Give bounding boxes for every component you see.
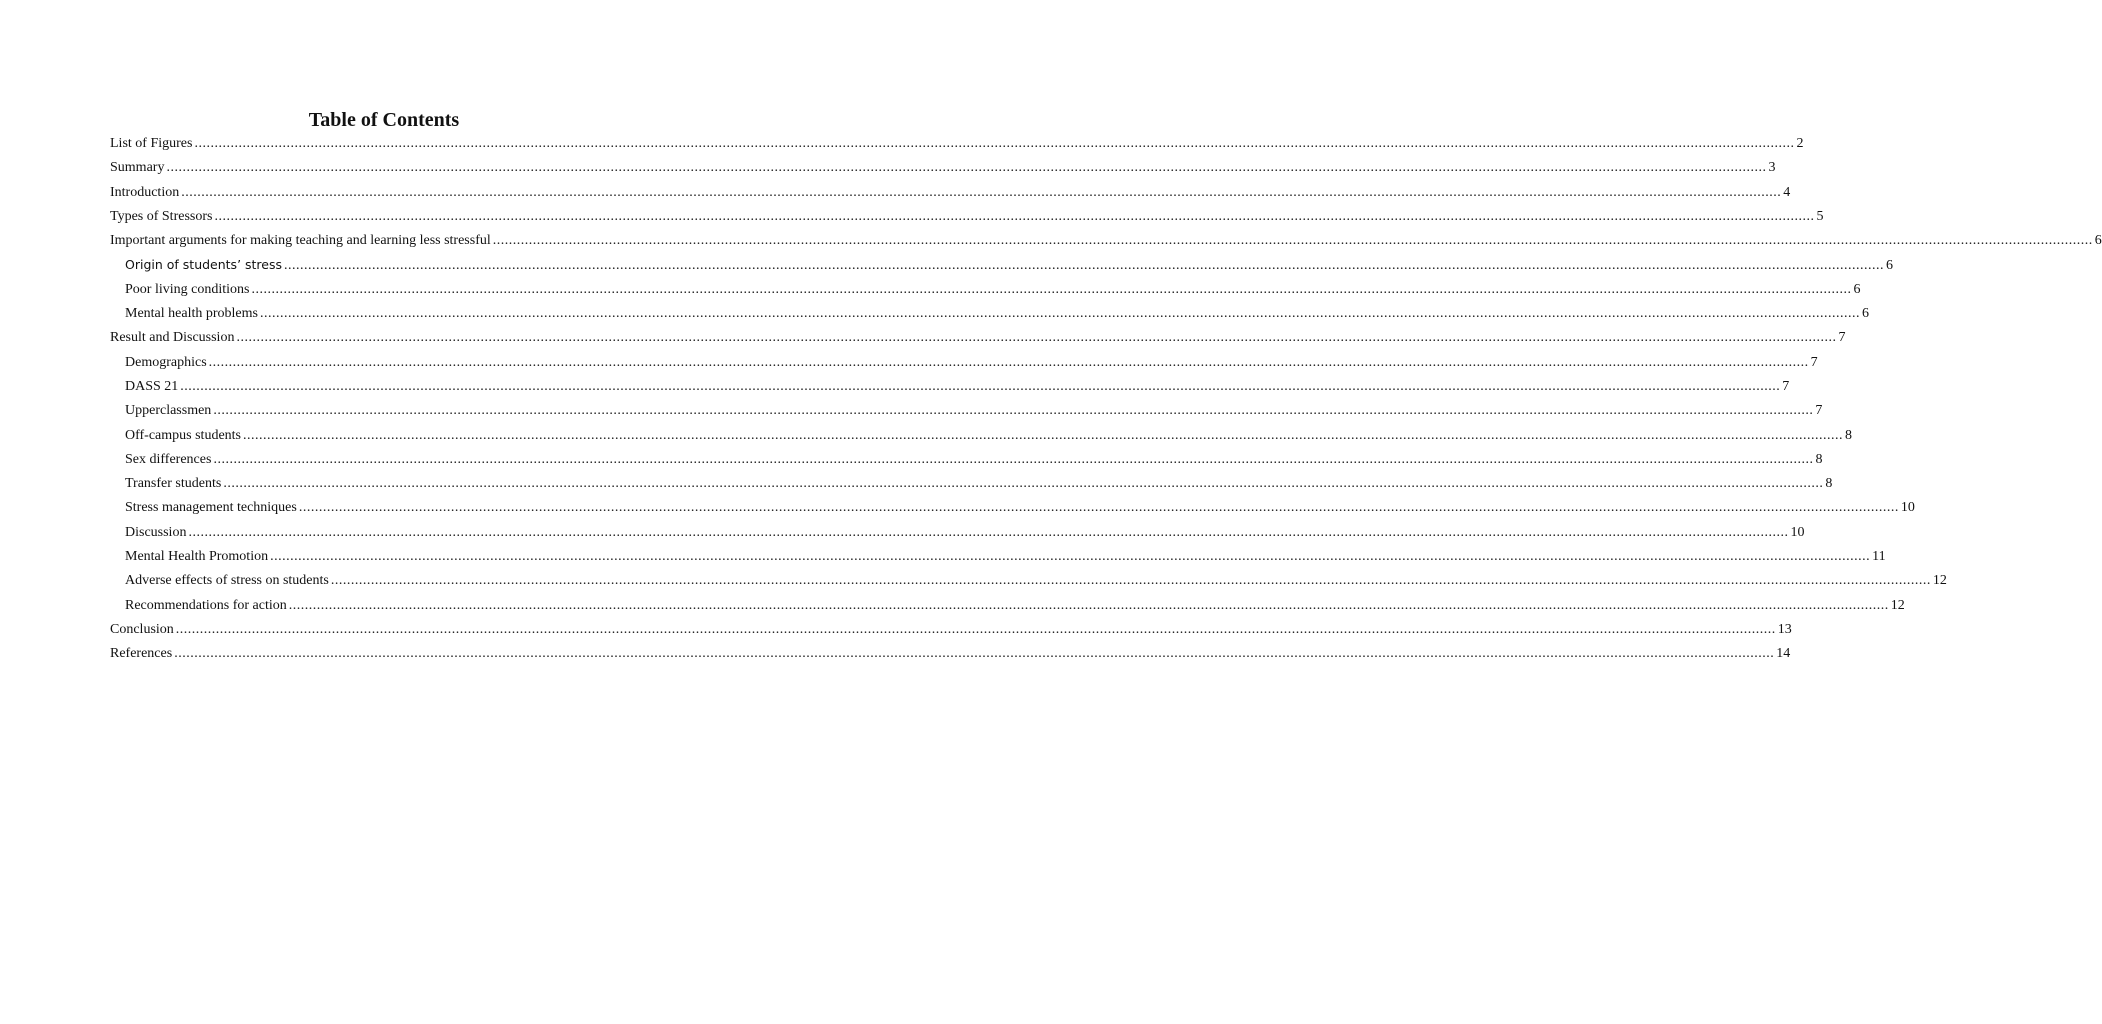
dot-leader: ................................................................................................................................................................................................................................................................................................................................................................................................................ <box>166 160 1767 176</box>
toc-entry-label: Poor living conditions <box>125 281 250 297</box>
toc-entry-page-number: 8 <box>1845 427 1852 443</box>
toc-entry[interactable] <box>110 278 1861 302</box>
toc-entry-page-number: 12 <box>1932 573 1947 589</box>
dot-leader: ................................................................................................................................................................................................................................................................................................................................................................................................................ <box>236 330 1837 346</box>
toc-entry-label: Adverse effects of stress on students <box>125 573 329 589</box>
dot-leader: ................................................................................................................................................................................................................................................................................................................................................................................................................ <box>298 500 1899 516</box>
toc-entry-page-number: 12 <box>1890 597 1905 613</box>
toc-entry-page-number: 10 <box>1900 500 1915 516</box>
dot-leader: ................................................................................................................................................................................................................................................................................................................................................................................................................ <box>243 427 1843 443</box>
dot-leader: ................................................................................................................................................................................................................................................................................................................................................................................................................ <box>270 549 1871 565</box>
toc-entry[interactable] <box>110 399 1823 423</box>
dot-leader: ................................................................................................................................................................................................................................................................................................................................................................................................................ <box>330 573 1931 589</box>
toc-entry[interactable] <box>110 569 1947 593</box>
toc-entry[interactable] <box>110 181 1791 205</box>
toc-entry-label: Stress management techniques <box>125 500 297 516</box>
dot-leader: ................................................................................................................................................................................................................................................................................................................................................................................................................ <box>188 524 1789 540</box>
toc-entry-page-number: 3 <box>1768 160 1776 176</box>
toc-entry-page-number: 7 <box>1810 354 1818 370</box>
toc-entry-label: Important arguments for making teaching and learning less stressful <box>110 233 491 249</box>
dot-leader: ................................................................................................................................................................................................................................................................................................................................................................................................................ <box>208 354 1809 370</box>
dot-leader: ................................................................................................................................................................................................................................................................................................................................................................................................................ <box>194 136 1795 151</box>
toc-entry-label: Introduction <box>110 184 180 200</box>
toc-entry-page-number: 2 <box>1796 136 1804 151</box>
toc-entry-page-number: 6 <box>1861 306 1869 322</box>
toc-list <box>110 132 2102 667</box>
toc-entry-page-number: 10 <box>1790 524 1805 540</box>
toc-entry-label: Transfer students <box>125 476 222 492</box>
toc-entry-page-number: 7 <box>1815 403 1823 419</box>
toc-entry[interactable] <box>110 472 1833 496</box>
dot-leader: ................................................................................................................................................................................................................................................................................................................................................................................................................ <box>284 258 1885 274</box>
toc-entry[interactable] <box>110 375 1790 399</box>
toc-entry-page-number: 5 <box>1816 208 1824 224</box>
toc-entry[interactable] <box>110 132 1804 156</box>
dot-leader: ................................................................................................................................................................................................................................................................................................................................................................................................................ <box>174 646 1775 662</box>
toc-entry[interactable] <box>110 545 1886 569</box>
toc-entry-label: Upperclassmen <box>125 403 212 419</box>
toc-entry-label: Types of Stressors <box>110 208 213 224</box>
dot-leader: ................................................................................................................................................................................................................................................................................................................................................................................................................ <box>180 378 1781 394</box>
toc-entry[interactable] <box>110 156 1776 180</box>
toc-entry-label: Mental health problems <box>125 306 258 322</box>
toc-entry[interactable] <box>110 424 1852 448</box>
toc-entry-label: Origin of students’ stress <box>125 257 283 273</box>
toc-entry-page-number: 8 <box>1815 451 1823 467</box>
toc-entry-label: Recommendations for action <box>125 597 287 613</box>
toc-entry-label: Off-campus students <box>125 427 241 443</box>
toc-entry[interactable] <box>110 521 1805 545</box>
toc-entry-label: DASS 21 <box>125 378 179 394</box>
toc-entry-page-number: 8 <box>1825 476 1833 492</box>
toc-entry[interactable] <box>110 351 1818 375</box>
toc-entry-label: Sex differences <box>125 451 212 467</box>
dot-leader: ................................................................................................................................................................................................................................................................................................................................................................................................................ <box>213 403 1814 419</box>
toc-entry-label: Summary <box>110 160 165 176</box>
toc-entry[interactable] <box>110 326 1846 350</box>
dot-leader: ................................................................................................................................................................................................................................................................................................................................................................................................................ <box>214 208 1815 224</box>
toc-entry-label: List of Figures <box>110 136 193 151</box>
toc-entry-label: References <box>110 646 173 662</box>
dot-leader: ................................................................................................................................................................................................................................................................................................................................................................................................................ <box>223 476 1824 492</box>
toc-entry[interactable] <box>110 448 1823 472</box>
toc-entry-label: Discussion <box>125 524 187 540</box>
dot-leader: ................................................................................................................................................................................................................................................................................................................................................................................................................ <box>213 451 1814 467</box>
toc-entry[interactable] <box>110 205 1824 229</box>
dot-leader: ................................................................................................................................................................................................................................................................................................................................................................................................................ <box>175 621 1776 637</box>
toc-entry-page-number: 11 <box>1872 549 1886 565</box>
toc-entry-label: Demographics <box>125 354 207 370</box>
toc-entry[interactable] <box>110 496 1915 520</box>
toc-entry[interactable] <box>110 618 1792 642</box>
toc-entry-page-number: 6 <box>2094 233 2102 249</box>
dot-leader: ................................................................................................................................................................................................................................................................................................................................................................................................................ <box>492 233 2093 249</box>
dot-leader: ................................................................................................................................................................................................................................................................................................................................................................................................................ <box>288 597 1889 613</box>
toc-entry[interactable] <box>110 229 2102 253</box>
toc-entry-label: Result and Discussion <box>110 330 235 346</box>
toc-entry-page-number: 13 <box>1777 621 1792 637</box>
toc-entry[interactable] <box>110 302 1869 326</box>
toc-entry[interactable] <box>110 253 1894 277</box>
toc-entry-page-number: 7 <box>1782 378 1790 394</box>
toc-entry-page-number: 14 <box>1776 646 1791 662</box>
toc-entry-page-number: 6 <box>1853 281 1861 297</box>
toc-entry-label: Mental Health Promotion <box>125 549 269 565</box>
dot-leader: ................................................................................................................................................................................................................................................................................................................................................................................................................ <box>181 184 1782 200</box>
toc-entry-label: Conclusion <box>110 621 174 637</box>
dot-leader: ................................................................................................................................................................................................................................................................................................................................................................................................................ <box>259 306 1860 322</box>
toc-entry[interactable] <box>110 594 1905 618</box>
toc-entry-page-number: 6 <box>1886 258 1894 274</box>
toc-entry[interactable] <box>110 642 1791 666</box>
dot-leader: ................................................................................................................................................................................................................................................................................................................................................................................................................ <box>251 281 1852 297</box>
toc-entry-page-number: 4 <box>1783 184 1791 200</box>
toc-entry-page-number: 7 <box>1838 330 1846 346</box>
toc-title: Table of Contents <box>308 109 460 131</box>
